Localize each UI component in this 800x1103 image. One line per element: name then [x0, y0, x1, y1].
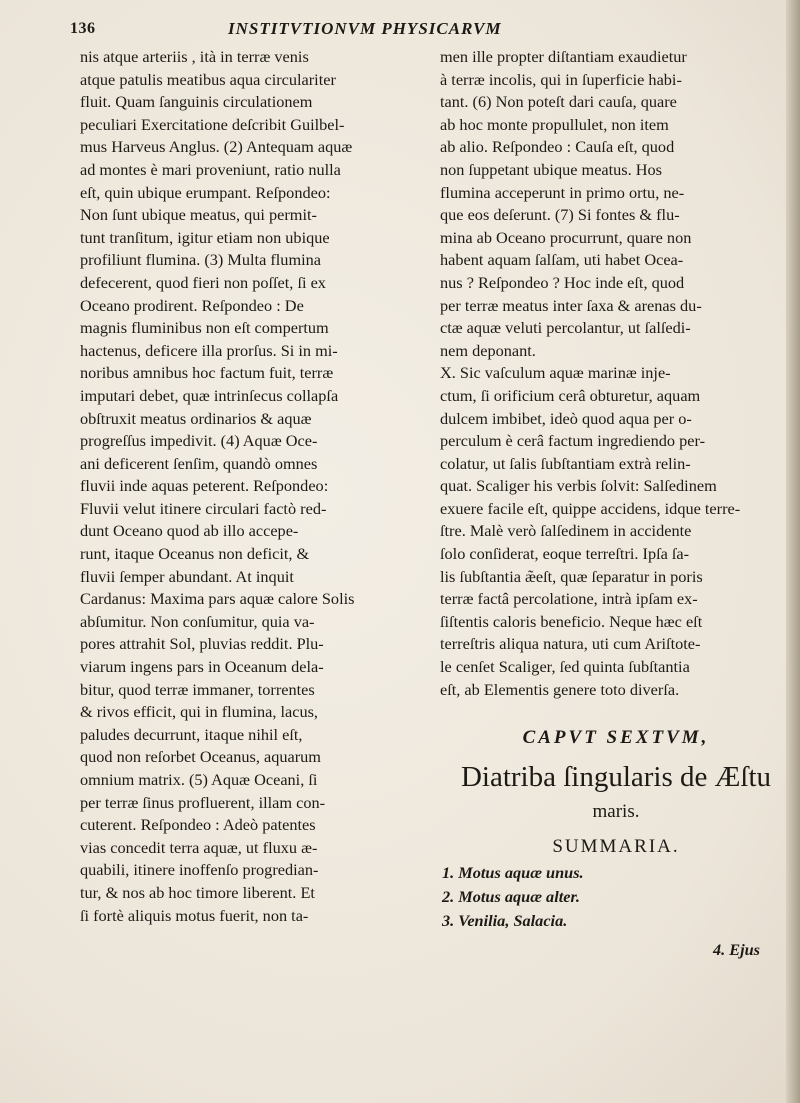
- text-line: nis atque arteriis , ità in terræ venis: [80, 47, 309, 66]
- text-line: nem deponant.: [440, 340, 536, 360]
- text-line: eſt, ab Elementis genere toto diverſa.: [440, 679, 680, 699]
- text-line: le cenſet Scaliger, ſed quinta ſubſtantia: [440, 657, 690, 677]
- summary-item: 1. Motus aquæ unus.: [442, 863, 584, 883]
- text-line: hactenus, deficere illa prorſus. Si in mi-: [80, 340, 338, 360]
- text-line: dulcem imbibet, ideò quod aqua per o-: [440, 408, 692, 428]
- text-line: mus Harveus Anglus. (2) Antequam aquæ: [80, 137, 353, 157]
- text-line: ab hoc monte propullulet, non item: [440, 114, 669, 134]
- text-line: obſtruxit meatus ordinarios & aquæ: [80, 408, 312, 428]
- text-line: ctum, ſi orificium cerâ obturetur, aquam: [440, 385, 701, 405]
- right-column: [440, 46, 792, 963]
- catchword: 4. Ejus: [712, 940, 760, 960]
- text-line: terræ factâ percolatione, intrà ipſam ex-: [440, 589, 698, 609]
- text-line: peculiari Exercitatione deſcribit Guilbel-: [80, 114, 345, 134]
- text-line: eſt, quin ubique erumpant. Reſpondeo:: [80, 182, 331, 202]
- text-line: quat. Scaliger his verbis ſolvit: Salſedinem: [440, 476, 717, 496]
- text-line: nus ? Reſpondeo ? Hoc inde eſt, quod: [440, 272, 685, 292]
- text-line: noribus amnibus hoc factum fuit, terræ: [80, 363, 334, 383]
- text-line: mina ab Oceano procurrunt, quare non: [440, 227, 692, 247]
- text-line: colatur, ut ſalis ſubſtantiam extrà relin-: [440, 453, 691, 473]
- text-line: que eos deſerunt. (7) Si fontes & flu-: [440, 205, 680, 225]
- text-line: men ille propter diſtantiam exaudietur: [440, 47, 687, 66]
- text-line: fluvii ſemper abundant. At inquit: [80, 566, 294, 586]
- text-line: tunt tranſitum, igitur etiam non ubique: [80, 227, 330, 247]
- text-line: profiliunt flumina. (3) Multa flumina: [80, 250, 322, 270]
- text-line: pores attrahit Sol, pluvias reddit. Plu-: [80, 634, 324, 654]
- text-line: ſtre. Malè verò ſalſedinem in accidente: [440, 521, 692, 541]
- summary-item: 2. Motus aquæ alter.: [442, 887, 580, 907]
- text-line: X. Sic vaſculum aquæ marinæ inje-: [440, 363, 671, 383]
- page-number: 136: [70, 20, 96, 37]
- right-column-text: [440, 46, 792, 701]
- left-column: [80, 46, 435, 927]
- text-line: Cardanus: Maxima pars aquæ calore Solis: [80, 589, 355, 609]
- text-line: ad montes è mari proveniunt, ratio nulla: [80, 159, 341, 179]
- text-line: cuterent. Reſpondeo : Adeò patentes: [80, 815, 316, 835]
- text-line: quod non reſorbet Oceanus, aquarum: [80, 747, 321, 767]
- text-line: defecerent, quod fieri non poſſet, ſi ex: [80, 272, 326, 292]
- summary-item: 3. Venilia, Salacia.: [442, 911, 568, 931]
- page-header: [70, 16, 790, 42]
- text-line: atque patulis meatibus aqua circulariter: [80, 69, 336, 89]
- text-line: imputari debet, quæ intrinſecus collapſa: [80, 385, 339, 405]
- text-line: ſiſtentis caloris beneficio. Neque hæc eſt: [440, 611, 703, 631]
- text-line: magnis fluminibus non eſt compertum: [80, 318, 329, 338]
- text-line: per terræ meatus inter ſaxa & arenas du-: [440, 295, 702, 315]
- chapter-caput: CAPVT SEXTVM,: [522, 727, 710, 749]
- text-line: lis ſubſtantia æ̃eſt, quæ ſeparatur in poris: [440, 566, 703, 586]
- text-line: Non ſunt ubique meatus, qui permit-: [80, 205, 317, 225]
- text-line: habent aquam ſalſam, uti habet Ocea-: [440, 250, 684, 270]
- text-line: terreſtris aliqua natura, uti cum Ariſtote-: [440, 634, 701, 654]
- text-line: omnium matrix. (5) Aquæ Oceani, ſi: [80, 770, 318, 789]
- text-line: bitur, quod terræ immaner, torrentes: [80, 679, 315, 699]
- text-line: fluit. Quam ſanguinis circulationem: [80, 92, 313, 112]
- text-line: ſolo conſiderat, eoque terreſtri. Ipſa ſa-: [440, 544, 690, 564]
- text-line: ab alio. Reſpondeo : Cauſa eſt, quod: [440, 137, 675, 157]
- text-line: Oceano prodirent. Reſpondeo : De: [80, 295, 304, 315]
- text-line: & rivos efficit, qui in flumina, lacus,: [80, 702, 318, 722]
- text-line: perculum è cerâ factum ingrediendo per-: [440, 431, 706, 451]
- chapter-title: Diatriba ſingularis de Æſtu: [460, 761, 772, 794]
- text-line: Fluvii velut itinere circulari factò red-: [80, 498, 327, 518]
- text-line: vias concedit terra aquæ, ut fluxu æ-: [80, 837, 318, 857]
- text-line: exuere facile eſt, quippe accidens, idque terre-: [440, 498, 741, 518]
- text-line: abſumitur. Non conſumitur, quia va-: [80, 611, 315, 631]
- text-line: dunt Oceano quod ab illo accepe-: [80, 521, 299, 541]
- text-line: ani deficerent ſenſim, quandò omnes: [80, 453, 318, 473]
- text-line: per terræ ſinus profluerent, illam con-: [80, 792, 326, 812]
- text-line: fluvii inde aquas peterent. Reſpondeo:: [80, 476, 329, 496]
- text-line: paludes decurrunt, itaque nihil eſt,: [80, 724, 303, 744]
- text-line: tant. (6) Non poteſt dari cauſa, quare: [440, 92, 677, 112]
- text-line: tur, & nos ab hoc timore liberent. Et: [80, 882, 315, 902]
- text-line: quabili, itinere inoffenſo progredian-: [80, 860, 319, 880]
- text-line: non ſuppetant ubique meatus. Hos: [440, 159, 663, 179]
- running-title: INSTITVTIONVM PHYSICARVM: [228, 19, 502, 38]
- text-line: viarum ingens pars in Oceanum dela-: [80, 657, 324, 677]
- text-line: à terræ incolis, qui in ſuperficie habi-: [440, 69, 682, 89]
- text-line: ſi fortè aliquis motus fuerit, non ta-: [80, 905, 309, 925]
- text-line: ctæ aquæ veluti percolantur, ut ſalſedi-: [440, 318, 691, 338]
- text-line: flumina acceperunt in primo ortu, ne-: [440, 182, 685, 202]
- chapter-title-cont: maris.: [592, 801, 640, 823]
- text-line: runt, itaque Oceanus non deficit, &: [80, 544, 310, 564]
- text-line: progreſſus impedivit. (4) Aquæ Oce-: [80, 431, 318, 451]
- summary-heading: SUMMARIA.: [552, 836, 680, 858]
